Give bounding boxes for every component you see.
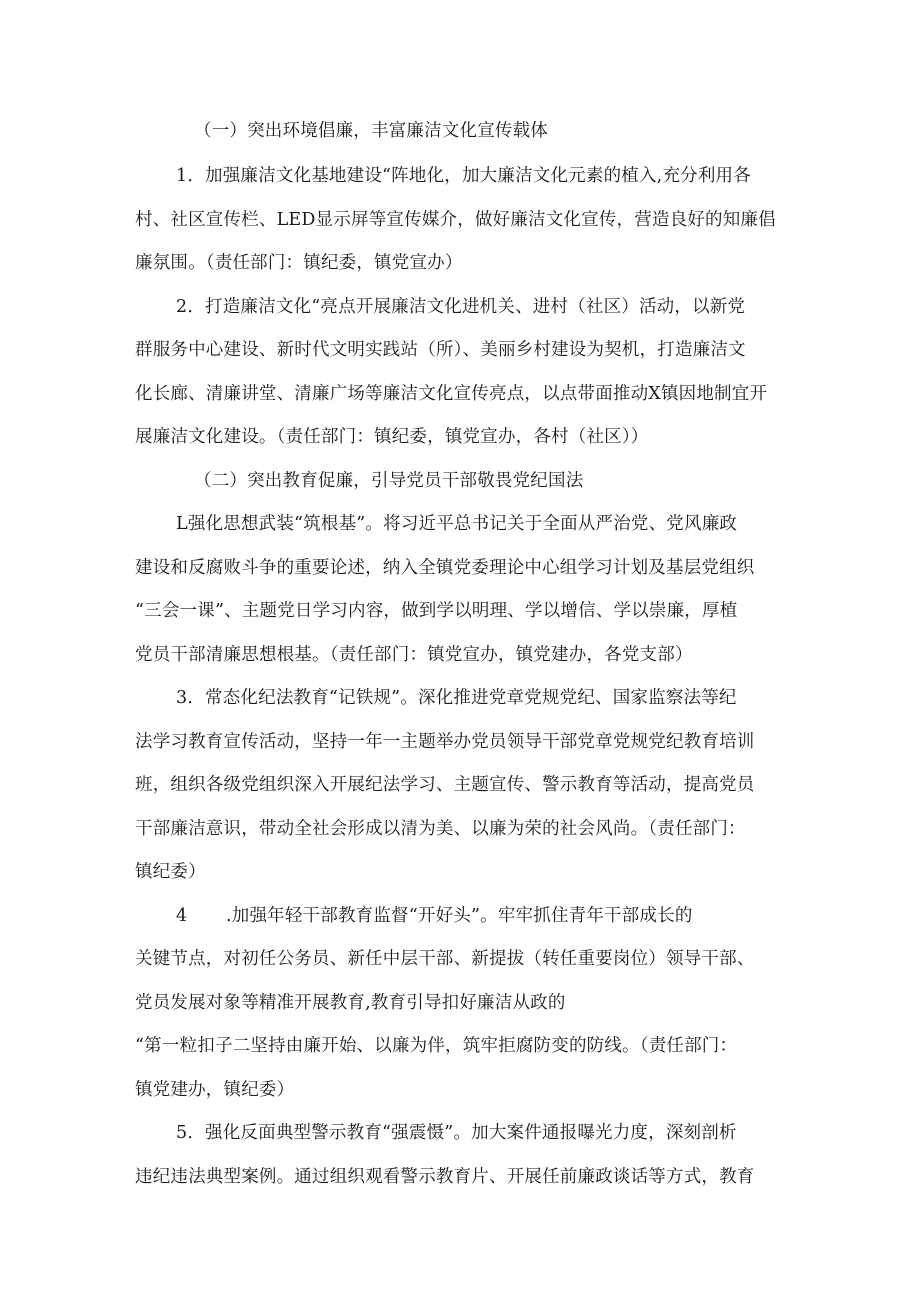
section-two-heading: （二）突出教育促廉，引导党员干部敬畏党纪国法: [194, 471, 584, 491]
section-two-item-1-line-1: L强化思想武装“筑根基”。将习近平总书记关于全面从严治党、党风廉政: [176, 514, 738, 534]
section-one-heading: （一）突出环境倡廉，丰富廉洁文化宣传载体: [194, 121, 548, 141]
section-one-item-1-line-1: 1．加强廉洁文化基地建设“阵地化，加大廉洁文化元素的植入,充分利用各: [176, 166, 751, 186]
section-two-item-1-line-2: 建设和反腐败斗争的重要论述，纳入全镇党委理论中心组学习计划及基层党组织: [135, 558, 755, 578]
section-two-item-3-line-1: 3．常态化纪法教育“记铁规”。深化推进党章党规党纪、国家监察法等纪: [176, 688, 737, 708]
section-two-item-3-line-3: 班，组织各级党组织深入开展纪法学习、主题宣传、警示教育等活动，提高党员: [135, 775, 755, 795]
section-one-item-2-line-1: 2．打造廉洁文化“亮点开展廉洁文化进机关、进村（社区）活动，以新党: [176, 297, 746, 317]
section-two-item-1-line-3: “三会一课”、主题党日学习内容，做到学以明理、学以增信、学以崇廉，厚植: [135, 601, 738, 621]
section-two-item-3-line-4: 干部廉洁意识，带动全社会形成以清为美、以廉为荣的社会风尚。（责任部门：: [135, 819, 746, 839]
section-one-item-2-line-4: 展廉洁文化建设。（责任部门：镇纪委，镇党宣办，各村（社区））: [135, 427, 649, 447]
section-one-item-2-line-3: 化长廊、清廉讲堂、清廉广场等廉洁文化宣传亮点，以点带面推动X镇因地制宜开: [135, 384, 768, 404]
section-one-item-1-line-3: 廉氛围。（责任部门：镇纪委，镇党宣办）: [135, 253, 463, 273]
section-two-item-4-line-2: 关键节点，对初任公务员、新任中层干部、新提拔（转任重要岗位）领导干部、: [135, 949, 755, 969]
section-two-item-1-line-4: 党员干部清廉思想根基。（责任部门：镇党宣办，镇党建办，各党支部）: [135, 645, 693, 665]
section-one-item-2-line-2: 群服务中心建设、新时代文明实践站（所）、美丽乡村建设为契机，打造廉洁文: [135, 340, 746, 360]
section-two-item-3-line-2: 法学习教育宣传活动，坚持一年一主题举办党员领导干部党章党规党纪教育培训: [135, 732, 755, 752]
section-two-item-4-line-3: 党员发展对象等精准开展教育,教育引导扣好廉洁从政的: [135, 993, 566, 1013]
section-two-item-4-line-5: 镇党建办，镇纪委）: [135, 1080, 295, 1100]
section-two-item-5-line-1: 5．强化反面典型警示教育“强震慑”。加大案件通报曝光力度，深刻剖析: [176, 1123, 737, 1143]
section-two-item-4-line-4: “第一粒扣子二坚持由廉开始、以廉为伴，筑牢拒腐防变的防线。（责任部门：: [135, 1036, 738, 1056]
section-two-item-5-line-2: 违纪违法典型案例。通过组织观看警示教育片、开展任前廉政谈话等方式，教育: [135, 1167, 755, 1187]
section-two-item-4-number: 4: [176, 906, 188, 926]
section-two-item-4-line-1: .加强年轻干部教育监督“开好头”。牢牢抓住青年干部成长的: [226, 906, 693, 926]
section-two-item-3-line-5: 镇纪委）: [135, 862, 206, 882]
section-one-item-1-line-2: 村、社区宣传栏、LED显示屏等宣传媒介，做好廉洁文化宣传，营造良好的知廉倡: [135, 210, 776, 230]
